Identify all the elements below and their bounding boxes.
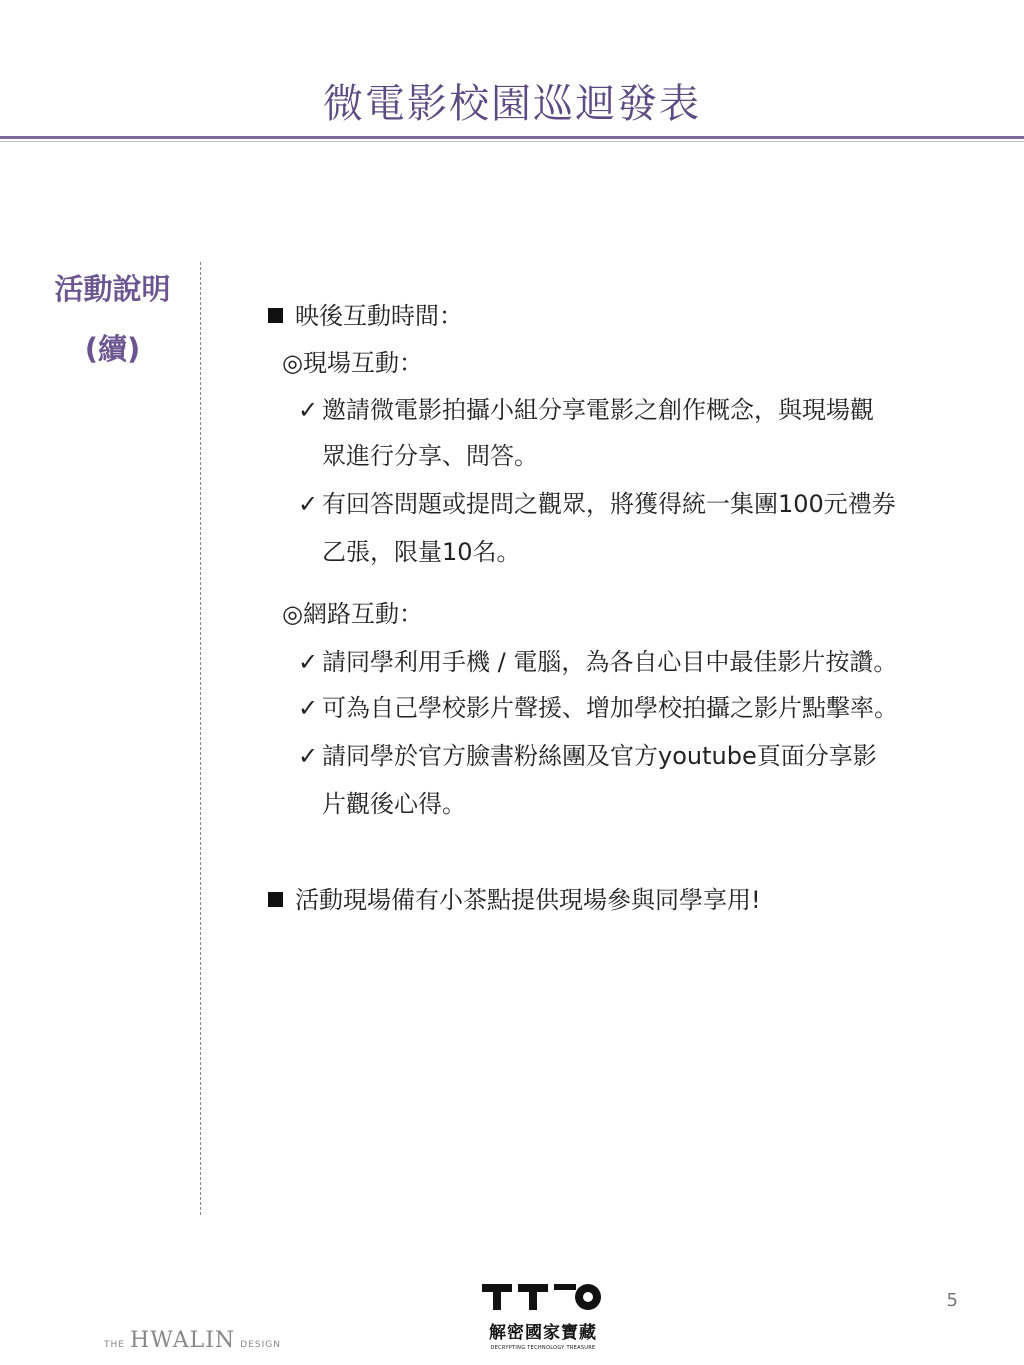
brand-the: THE [104, 1340, 125, 1350]
logo-mark-icon [480, 1280, 606, 1312]
page-title: 微電影校園巡迴發表 [323, 81, 701, 127]
online-check-2-text: 可為自己學校影片聲援、增加學校拍攝之影片點擊率。 [322, 694, 898, 722]
onsite-check-2-text: 有回答問題或提問之觀眾，將獲得統一集團100元禮券 [322, 490, 896, 518]
onsite-check-2 [298, 480, 896, 528]
online-check-3-cont: 片觀後心得。 [322, 790, 466, 818]
onsite-check-1-cont: 眾進行分享、問答。 [322, 442, 538, 470]
logo [478, 1280, 608, 1351]
onsite-check-2-cont: 乙張，限量10名。 [322, 538, 521, 566]
bullet-item-2 [268, 876, 761, 924]
section-title [30, 262, 195, 382]
onsite-check-1 [298, 386, 874, 434]
square-bullet-icon [268, 892, 283, 907]
logo-english-text: DECRYPTING TECHNOLOGY TREASURE [490, 1345, 596, 1351]
section-divider [200, 262, 201, 1215]
brand-logo [104, 1328, 281, 1353]
brand-name: HWALIN [130, 1328, 236, 1353]
section-title-line2: (續) [84, 332, 141, 366]
checkmark-icon: ✓ [298, 396, 319, 424]
section-title-line1: 活動說明 [54, 272, 171, 306]
logo-chinese-text: 解密國家寶藏 [489, 1323, 597, 1343]
checkmark-icon: ✓ [298, 648, 319, 676]
bullet-item-1 [268, 292, 463, 340]
online-check-2 [298, 684, 898, 732]
page-number: 5 [946, 1290, 958, 1311]
title-rule-shadow [0, 141, 1024, 142]
checkmark-icon: ✓ [298, 742, 319, 770]
brand-design: DESIGN [240, 1340, 281, 1350]
title-rule [0, 136, 1024, 139]
online-check-3-text: 請同學於官方臉書粉絲團及官方youtube頁面分享影 [322, 742, 877, 770]
bullet-item-1-text: 映後互動時間： [295, 302, 463, 330]
bullet-item-2-text: 活動現場備有小茶點提供現場參與同學享用! [295, 886, 761, 914]
checkmark-icon: ✓ [298, 694, 319, 722]
online-check-1 [298, 638, 897, 686]
onsite-check-1-text: 邀請微電影拍攝小組分享電影之創作概念，與現場觀 [322, 396, 874, 424]
square-bullet-icon [268, 308, 283, 323]
online-check-1-text: 請同學利用手機 / 電腦，為各自心目中最佳影片按讚。 [322, 648, 898, 676]
onsite-heading: ◎現場互動： [282, 349, 423, 377]
checkmark-icon: ✓ [298, 490, 319, 518]
online-heading: ◎網路互動： [282, 600, 423, 628]
online-check-3 [298, 732, 877, 780]
